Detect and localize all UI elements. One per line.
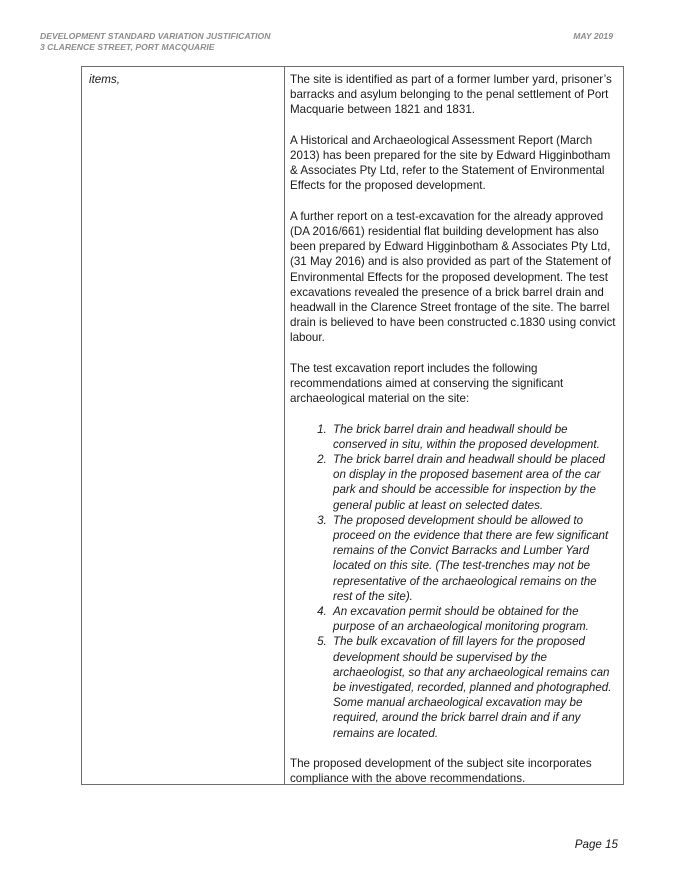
paragraph-recommendations-intro: The test excavation report includes the following recommendations aimed at conserving the significant archaeological material on the site: <box>290 361 564 406</box>
paragraph-compliance: The proposed development of the subject site incorporates compliance with the above recommendations. <box>290 757 592 786</box>
list-item: 1. The brick barrel drain and headwall should be conserved in situ, within the proposed development. <box>330 422 618 452</box>
recommendations-list <box>290 422 618 741</box>
header-title: DEVELOPMENT STANDARD VARIATION JUSTIFICATION <box>40 31 271 41</box>
list-item: 2. The brick barrel drain and headwall should be placed on display in the proposed basement area of the car park and should be accessible for inspection by the general public at least on selected dates. <box>330 452 618 513</box>
left-cell-text: items, <box>89 73 120 86</box>
list-item: 5. The bulk excavation of fill layers for the proposed development should be supervised by the archaeologist, so that any archaeological remains can be investigated, recorded, planned and photographed. Some manual archaeological excavation may be required, around the brick barrel drain and if any remains are located. <box>330 634 618 740</box>
justification-table <box>81 66 624 785</box>
page-number: Page 15 <box>574 838 618 851</box>
list-item: 4. An excavation permit should be obtained for the purpose of an archaeological monitoring program. <box>330 604 618 634</box>
paragraph-assessment-report: A Historical and Archaeological Assessment Report (March 2013) has been prepared for the site by Edward Higginbotham & Associates Pty Ltd, refer to the Statement of Environmental Effects for the proposed development. <box>290 133 611 193</box>
document-header <box>40 31 270 53</box>
right-cell <box>290 72 618 802</box>
header-date: MAY 2019 <box>573 31 613 41</box>
paragraph-site-history: The site is identified as part of a former lumber yard, prisoner’s barracks and asylum belonging to the penal settlement of Port Macquarie between 1821 and 1831. <box>290 73 612 117</box>
column-divider <box>284 67 285 784</box>
list-item: 3. The proposed development should be allowed to proceed on the evidence that there are few significant remains of the Convict Barracks and Lumber Yard located on this site. (The test-trenches may not be representative of the archaeological remains on the rest of the site). <box>330 513 618 604</box>
header-address: 3 CLARENCE STREET, PORT MACQUARIE <box>40 42 215 52</box>
paragraph-test-excavation: A further report on a test-excavation for the already approved (DA 2016/661) residential flat building development has also been prepared by Edward Higginbotham & Associates Pty Ltd, (31 May 2016) and is also provided as part of the Statement of Environmental Effects for the proposed development. The test excavations revealed the presence of a brick barrel drain and headwall in the Clarence Street frontage of the site. The barrel drain is believed to have been constructed c.1830 using convict labour. <box>290 209 616 345</box>
